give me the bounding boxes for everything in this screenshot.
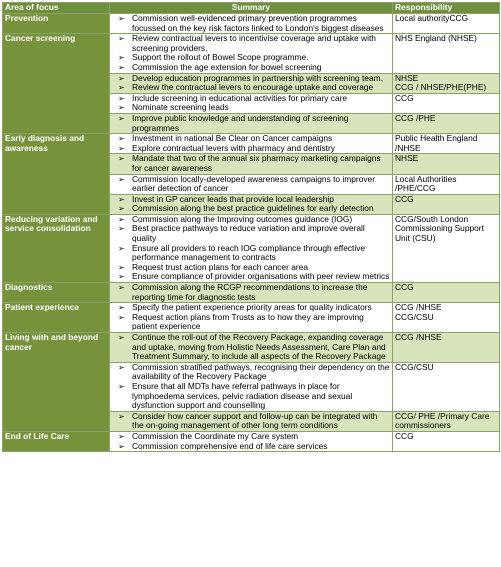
bullet-item	[112, 63, 390, 73]
responsibility-cell: CCG	[393, 194, 500, 214]
table-row	[3, 283, 500, 303]
area-cell: Early diagnosis and awareness	[3, 134, 110, 215]
table-row	[3, 431, 500, 451]
summary-cell	[110, 303, 393, 333]
bullet-item	[112, 83, 390, 93]
bullet-text: Commission locally-developed awareness campaigns to improver earlier detection of cancer	[132, 173, 375, 194]
responsibility-cell: Local Authorities /PHE/CCG	[393, 174, 500, 194]
summary-cell	[110, 93, 393, 113]
area-cell: End of Life Care	[3, 431, 110, 451]
arrow-bullet-icon: ➢	[118, 194, 125, 204]
arrow-bullet-icon: ➢	[118, 262, 125, 272]
arrow-bullet-icon: ➢	[118, 441, 125, 451]
arrow-bullet-icon: ➢	[118, 381, 125, 391]
bullet-text: Commission along the RCGP recommendations to increase the reporting time for diagnostic tests	[132, 282, 368, 302]
bullet-text: Explore contractual levers with pharmacy and dentistry	[132, 142, 335, 153]
table-row	[3, 214, 500, 282]
arrow-bullet-icon: ➢	[118, 154, 125, 164]
bullet-item	[112, 363, 390, 382]
bullet-text: Commission well-evidenced primary prevention programmes focussed on the key risk factors linked to London's biggest diseases	[132, 13, 384, 33]
bullet-text: Commission stratified pathways, recognising their dependency on the availability of the Recovery Package	[132, 361, 390, 382]
arrow-bullet-icon: ➢	[118, 62, 125, 72]
bullet-text: Review the contractual levers to encourage uptake and coverage	[132, 82, 374, 93]
bullet-item	[112, 442, 390, 452]
table-row	[3, 303, 500, 333]
responsibility-cell: CCG /NHSE CCG/CSU	[393, 303, 500, 333]
header-area: Area of focus	[3, 3, 110, 14]
arrow-bullet-icon: ➢	[118, 204, 125, 214]
summary-cell	[110, 154, 393, 174]
responsibility-cell: Local authorityCCG	[393, 14, 500, 34]
bullet-text: Commission the age extension for bowel screening	[132, 61, 322, 72]
bullet-item	[112, 204, 390, 214]
bullet-text: Specify the patient experience priority areas for quality indicators	[132, 302, 372, 313]
summary-cell	[110, 411, 393, 431]
arrow-bullet-icon: ➢	[118, 333, 125, 342]
arrow-bullet-icon: ➢	[118, 272, 125, 282]
bullet-text: Develop education programmes in partnership with screening team.	[132, 72, 383, 83]
area-cell: Patient experience	[3, 303, 110, 333]
arrow-bullet-icon: ➢	[118, 34, 125, 44]
bullet-text: Ensure compliance of provider organisations with peer review metrics	[132, 271, 390, 282]
arrow-bullet-icon: ➢	[118, 14, 125, 23]
table-body	[3, 14, 500, 452]
arrow-bullet-icon: ➢	[118, 73, 125, 83]
summary-cell	[110, 174, 393, 194]
bullet-item	[112, 283, 390, 302]
arrow-bullet-icon: ➢	[118, 103, 125, 113]
responsibility-cell: CCG	[393, 283, 500, 303]
summary-cell	[110, 34, 393, 73]
bullet-text: Request trust action plans for each cancer area	[132, 261, 308, 272]
summary-cell	[110, 113, 393, 133]
arrow-bullet-icon: ➢	[118, 113, 125, 123]
responsibility-cell: NHSE	[393, 154, 500, 174]
header-row	[3, 3, 500, 14]
arrow-bullet-icon: ➢	[118, 214, 125, 224]
header-summary: Summary	[110, 3, 393, 14]
bullet-item	[112, 244, 390, 263]
bullet-text: Invest in GP cancer leads that provide local leadership	[132, 193, 334, 204]
bullet-text: Review contractual levers to incentivise coverage and uptake with screening providers.	[132, 33, 376, 53]
area-cell: Cancer screening	[3, 34, 110, 134]
bullet-text: Improve public knowledge and understanding of screening programmes	[132, 112, 349, 133]
bullet-text: Best practice pathways to reduce variation and improve overall quality	[132, 223, 365, 244]
area-cell: Living with and beyond cancer	[3, 333, 110, 432]
bullet-item	[112, 382, 390, 411]
bullet-text: Support the rollout of Bowel Scope programme.	[132, 52, 309, 63]
arrow-bullet-icon: ➢	[118, 312, 125, 322]
bullet-item	[112, 34, 390, 53]
bullet-item	[112, 103, 390, 113]
bullet-item	[112, 14, 390, 33]
bullet-text: Include screening in educational activities for primary care	[132, 92, 348, 103]
bullet-item	[112, 154, 390, 173]
arrow-bullet-icon: ➢	[118, 283, 125, 293]
responsibility-cell: CCG	[393, 93, 500, 113]
bullet-text: Nominate screening leads	[132, 102, 229, 113]
arrow-bullet-icon: ➢	[118, 53, 125, 63]
bullet-item	[112, 114, 390, 133]
table-row	[3, 134, 500, 154]
summary-cell	[110, 194, 393, 214]
area-cell: Diagnostics	[3, 283, 110, 303]
responsibility-cell: CCG /PHE	[393, 113, 500, 133]
bullet-text: Commission comprehensive end of life care services	[132, 440, 328, 451]
responsibility-cell: CCG/South London Commissioning Support Unit (CSU)	[393, 214, 500, 282]
responsibility-cell: Public Health England /NHSE	[393, 134, 500, 154]
summary-cell	[110, 134, 393, 154]
arrow-bullet-icon: ➢	[118, 431, 125, 441]
arrow-bullet-icon: ➢	[118, 134, 125, 144]
arrow-bullet-icon: ➢	[118, 83, 125, 93]
summary-cell	[110, 14, 393, 34]
bullet-text: Request action plans from Trusts as to how they are improving patient experience	[132, 311, 364, 332]
bullet-text: Mandate that two of the annual six pharmacy marketing campaigns for cancer awareness	[132, 153, 381, 173]
arrow-bullet-icon: ➢	[118, 243, 125, 253]
arrow-bullet-icon: ➢	[118, 143, 125, 153]
bullet-item	[112, 224, 390, 243]
focus-table	[2, 2, 500, 452]
table-row	[3, 14, 500, 34]
arrow-bullet-icon: ➢	[118, 93, 125, 103]
bullet-text: Investment in national Be Clear on Cancer campaigns	[132, 133, 333, 144]
summary-cell	[110, 431, 393, 451]
table-row	[3, 34, 500, 73]
summary-cell	[110, 362, 393, 411]
bullet-text: Commission the Coordinate my Care system	[132, 430, 299, 441]
summary-cell	[110, 283, 393, 303]
responsibility-cell: CCG	[393, 431, 500, 451]
bullet-item	[112, 313, 390, 332]
responsibility-cell: CCG/CSU	[393, 362, 500, 411]
header-responsibility: Responsibility	[393, 3, 500, 14]
arrow-bullet-icon: ➢	[118, 224, 125, 234]
bullet-text: Commission along the Improving outcomes guidance (IOG)	[132, 213, 353, 224]
bullet-item	[112, 175, 390, 194]
summary-cell	[110, 214, 393, 282]
bullet-item	[112, 144, 390, 154]
responsibility-cell: CCG/ PHE /Primary Care commissioners	[393, 411, 500, 431]
table-row	[3, 333, 500, 363]
bullet-item	[112, 333, 390, 362]
arrow-bullet-icon: ➢	[118, 174, 125, 184]
responsibility-cell: NHS England (NHSE)	[393, 34, 500, 73]
area-cell: Prevention	[3, 14, 110, 34]
bullet-text: Continue the roll-out of the Recovery Package, expanding coverage and uptake, moving from Holistic Needs Assessment, Care Plan and Treatment Summary, to include all aspects of the Recovery Package	[132, 332, 386, 362]
bullet-text: Ensure that all MDTs have referral pathways in place for lymphoedema services, pelvic radiation disease and sexual dysfunction support and counselling	[132, 380, 353, 411]
bullet-text: Commission along the best practice guidelines for early detection	[132, 203, 374, 214]
summary-cell	[110, 333, 393, 363]
bullet-item	[112, 412, 390, 431]
arrow-bullet-icon: ➢	[118, 362, 125, 372]
summary-cell	[110, 73, 393, 93]
bullet-item	[112, 272, 390, 282]
bullet-text: Ensure all providers to reach IOG compliance through effective performance management to contracts	[132, 242, 366, 263]
responsibility-cell: CCG /NHSE	[393, 333, 500, 363]
area-cell: Reducing variation and service consolidation	[3, 214, 110, 282]
bullet-text: Consider how cancer support and follow-up can be integrated with the on-going management of other long term conditions	[132, 410, 378, 431]
arrow-bullet-icon: ➢	[118, 411, 125, 421]
responsibility-cell: NHSE CCG / NHSE/PHE(PHE)	[393, 73, 500, 93]
arrow-bullet-icon: ➢	[118, 303, 125, 313]
